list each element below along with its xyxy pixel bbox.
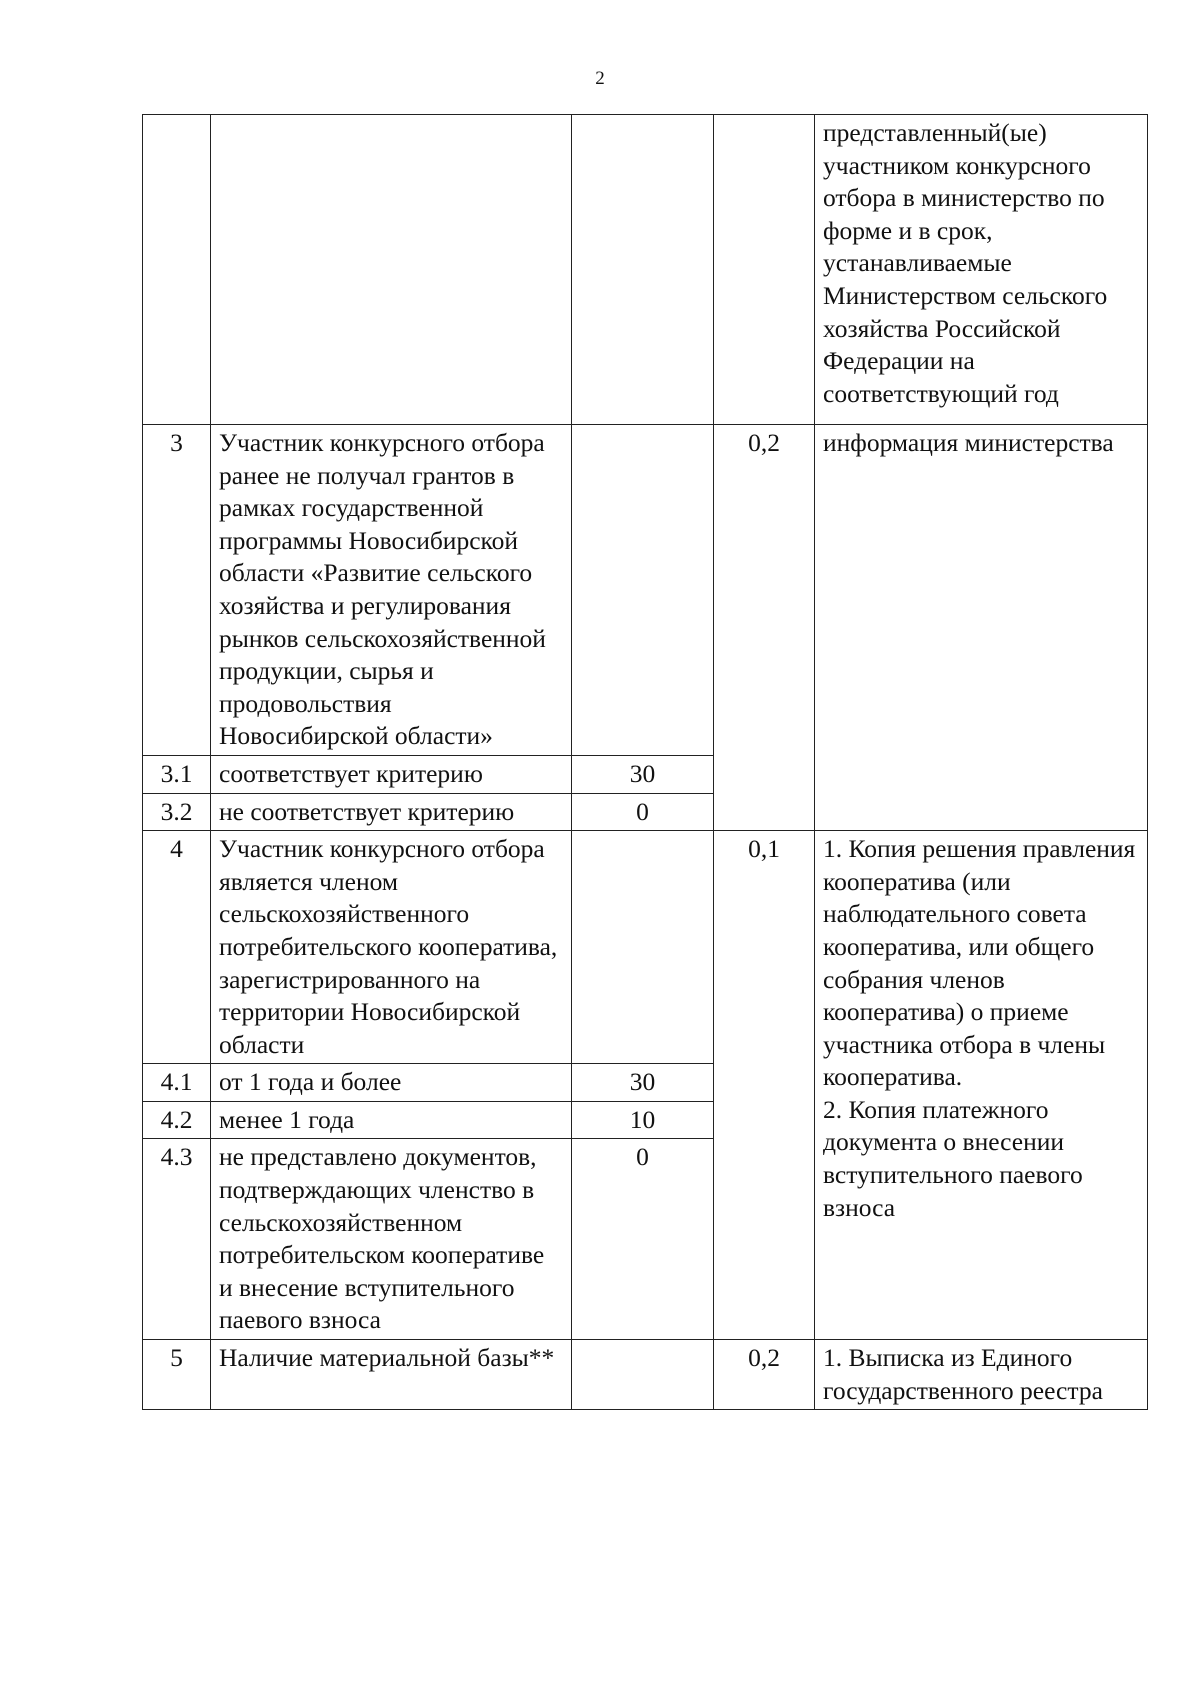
option-score: 0 bbox=[572, 793, 714, 831]
criterion-weight: 0,2 bbox=[714, 425, 815, 831]
criterion-weight: 0,1 bbox=[714, 831, 815, 1340]
option-number: 4.1 bbox=[143, 1064, 211, 1102]
criterion-documents bbox=[815, 831, 1148, 1340]
criterion-score-empty bbox=[572, 831, 714, 1064]
option-label: не представлено документов, подтверждающих членство в сельскохозяйственном потребительском кооперативе и внесение вступительного паевого взноса bbox=[211, 1139, 572, 1340]
criterion-title: Участник конкурсного отбора ранее не получал грантов в рамках государственной программы Новосибирской области «Развитие сельского хозяйства и регулирования рынков сельскохозяйственной продукции, сырья и продовольствия Новосибирской области» bbox=[211, 425, 572, 756]
criterion-weight: 0,2 bbox=[714, 1340, 815, 1410]
cell-title-empty bbox=[211, 115, 572, 425]
document-item: 2. Копия платежного документа о внесении вступительного паевого взноса bbox=[823, 1094, 1083, 1222]
criteria-table bbox=[142, 114, 1148, 1410]
option-number: 3.1 bbox=[143, 755, 211, 793]
criterion-number: 3 bbox=[143, 425, 211, 756]
page-number: 2 bbox=[595, 68, 605, 89]
criterion-number: 5 bbox=[143, 1340, 211, 1410]
option-number: 3.2 bbox=[143, 793, 211, 831]
cell-documents-continuation: представленный(ые) участником конкурсного отбора в министерство по форме и в срок, устанавливаемые Министерством сельского хозяйства Российской Федерации на соответствующий год bbox=[815, 115, 1148, 425]
table-row-criterion-5 bbox=[143, 1340, 1148, 1410]
option-number: 4.3 bbox=[143, 1139, 211, 1340]
criterion-documents: информация министерства bbox=[815, 425, 1148, 831]
criterion-score-empty bbox=[572, 1340, 714, 1410]
option-label: от 1 года и более bbox=[211, 1064, 572, 1102]
criterion-score-empty bbox=[572, 425, 714, 756]
option-label: менее 1 года bbox=[211, 1101, 572, 1139]
table-row-criterion-3 bbox=[143, 425, 1148, 756]
option-score: 30 bbox=[572, 1064, 714, 1102]
criterion-number: 4 bbox=[143, 831, 211, 1064]
criterion-documents: 1. Выписка из Единого государственного реестра bbox=[815, 1340, 1148, 1410]
option-score: 30 bbox=[572, 755, 714, 793]
cell-weight-empty bbox=[714, 115, 815, 425]
cell-number-empty bbox=[143, 115, 211, 425]
option-number: 4.2 bbox=[143, 1101, 211, 1139]
criterion-title: Участник конкурсного отбора является членом сельскохозяйственного потребительского кооператива, зарегистрированного на территории Новосибирской области bbox=[211, 831, 572, 1064]
option-label: не соответствует критерию bbox=[211, 793, 572, 831]
criterion-title: Наличие материальной базы** bbox=[211, 1340, 572, 1410]
option-score: 0 bbox=[572, 1139, 714, 1340]
option-label: соответствует критерию bbox=[211, 755, 572, 793]
option-score: 10 bbox=[572, 1101, 714, 1139]
table-row-criterion-4 bbox=[143, 831, 1148, 1064]
document-item: 1. Копия решения правления кооператива (или наблюдательного совета кооператива, или общего собрания членов кооператива) о приеме участника отбора в члены кооператива. bbox=[823, 834, 1136, 1092]
table-row-continuation bbox=[143, 115, 1148, 425]
cell-score-empty bbox=[572, 115, 714, 425]
